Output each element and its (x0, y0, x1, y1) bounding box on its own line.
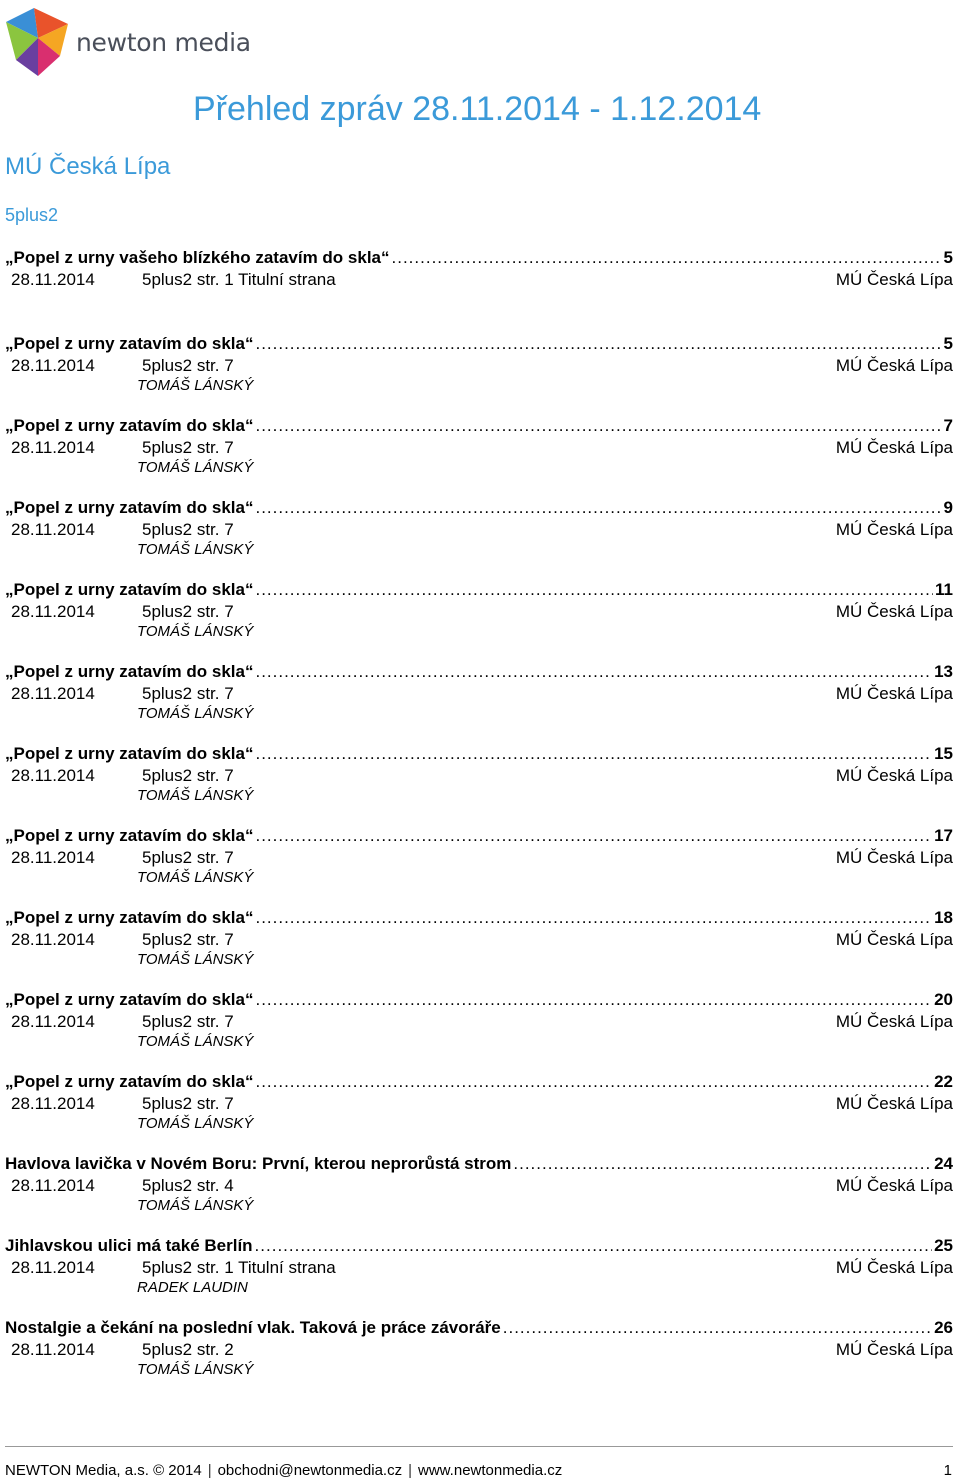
entry-source: 5plus2 str. 7 (142, 520, 234, 539)
leader-dots (392, 247, 942, 269)
toc-entry[interactable] (5, 1071, 953, 1133)
entry-meta-line (5, 683, 953, 705)
leader-dots (255, 825, 932, 847)
footer (5, 1462, 952, 1479)
entry-title[interactable]: „Popel z urny zatavím do skla“ (5, 662, 254, 681)
entry-author: TOMÁŠ LÁNSKÝ (137, 705, 254, 722)
entry-meta-line (5, 269, 953, 291)
entry-title-line (5, 1317, 953, 1339)
entry-date: 28.11.2014 (11, 1012, 95, 1031)
entry-date: 28.11.2014 (11, 1258, 95, 1277)
entry-meta-line (5, 765, 953, 787)
entry-region: MÚ Česká Lípa (835, 520, 953, 539)
leader-dots (255, 1235, 933, 1257)
entry-region: MÚ Česká Lípa (835, 848, 953, 867)
entry-author: RADEK LAUDIN (137, 1279, 248, 1296)
entry-title-line (5, 333, 953, 355)
entry-source: 5plus2 str. 7 (142, 1094, 234, 1113)
entry-meta-line (5, 601, 953, 623)
entry-region: MÚ Česká Lípa (835, 1176, 953, 1195)
source-heading: 5plus2 (5, 205, 59, 225)
entry-source: 5plus2 str. 7 (142, 356, 234, 375)
entry-author: TOMÁŠ LÁNSKÝ (137, 1033, 254, 1050)
entry-author: TOMÁŠ LÁNSKÝ (137, 869, 254, 886)
entry-date: 28.11.2014 (11, 930, 95, 949)
entry-date: 28.11.2014 (11, 848, 95, 867)
leader-dots (513, 1153, 932, 1175)
entry-title[interactable]: „Popel z urny zatavím do skla“ (5, 744, 254, 763)
entry-meta-line (5, 1093, 953, 1115)
entry-page-number: 5 (943, 248, 953, 267)
entry-author: TOMÁŠ LÁNSKÝ (137, 1197, 254, 1214)
entry-meta-line (5, 1011, 953, 1033)
entry-author: TOMÁŠ LÁNSKÝ (137, 623, 254, 640)
entry-page-number: 5 (943, 334, 953, 353)
entry-author: TOMÁŠ LÁNSKÝ (137, 1361, 254, 1378)
entry-source: 5plus2 str. 7 (142, 1012, 234, 1031)
leader-dots (255, 1071, 932, 1093)
entry-page-number: 9 (943, 498, 953, 517)
entry-region: MÚ Česká Lípa (835, 438, 953, 457)
entry-date: 28.11.2014 (11, 438, 95, 457)
entry-page-number: 13 (934, 662, 953, 681)
leader-dots (255, 989, 932, 1011)
entry-page-number: 11 (935, 580, 953, 599)
toc-entry[interactable] (5, 497, 953, 559)
entry-title-line (5, 743, 953, 765)
report-title: Přehled zpráv 28.11.2014 - 1.12.2014 (193, 90, 762, 128)
toc-entry[interactable] (5, 989, 953, 1051)
entry-title-line (5, 661, 953, 683)
footer-info (5, 1462, 562, 1479)
entry-author: TOMÁŠ LÁNSKÝ (137, 377, 254, 394)
entry-source: 5plus2 str. 7 (142, 602, 234, 621)
entry-title-line (5, 1071, 953, 1093)
entry-meta-line (5, 519, 953, 541)
entry-title-line (5, 247, 953, 269)
entry-source: 5plus2 str. 1 Titulní strana (142, 270, 336, 289)
entry-title-line (5, 989, 953, 1011)
footer-separator: | (408, 1462, 413, 1479)
entry-date: 28.11.2014 (11, 766, 95, 785)
entry-title-line (5, 825, 953, 847)
entry-page-number: 22 (934, 1072, 953, 1091)
entry-meta-line (5, 1175, 953, 1197)
entry-title[interactable]: Nostalgie a čekání na poslední vlak. Taková je práce závoráře (5, 1318, 501, 1337)
entry-title[interactable]: Jihlavskou ulici má také Berlín (5, 1236, 253, 1255)
entry-author: TOMÁŠ LÁNSKÝ (137, 459, 254, 476)
entry-source: 5plus2 str. 1 Titulní strana (142, 1258, 336, 1277)
entry-meta-line (5, 929, 953, 951)
entry-title[interactable]: „Popel z urny zatavím do skla“ (5, 826, 254, 845)
entry-date: 28.11.2014 (11, 1176, 95, 1195)
toc-entry[interactable] (5, 579, 953, 641)
entry-meta-line (5, 1339, 953, 1361)
entry-author: TOMÁŠ LÁNSKÝ (137, 1115, 254, 1132)
entry-date: 28.11.2014 (11, 520, 95, 539)
toc-entry[interactable] (5, 247, 953, 291)
entry-region: MÚ Česká Lípa (835, 602, 953, 621)
entry-title[interactable]: „Popel z urny zatavím do skla“ (5, 990, 254, 1009)
entry-title[interactable]: „Popel z urny zatavím do skla“ (5, 498, 254, 517)
toc-entry[interactable] (5, 415, 953, 477)
footer-divider (5, 1446, 953, 1447)
toc-entry[interactable] (5, 1153, 953, 1215)
entry-page-number: 24 (934, 1154, 953, 1173)
newton-media-logo (4, 4, 251, 78)
entry-title-line (5, 497, 953, 519)
entry-date: 28.11.2014 (11, 1340, 95, 1359)
leader-dots (255, 661, 932, 683)
entry-date: 28.11.2014 (11, 356, 95, 375)
entry-source: 5plus2 str. 4 (142, 1176, 234, 1195)
entry-source: 5plus2 str. 7 (142, 684, 234, 703)
footer-company: NEWTON Media, a.s. © 2014 (5, 1462, 202, 1479)
leader-dots (255, 415, 941, 437)
entry-page-number: 20 (934, 990, 953, 1009)
entry-source: 5plus2 str. 7 (142, 438, 234, 457)
entry-date: 28.11.2014 (11, 602, 95, 621)
toc-entry[interactable] (5, 743, 953, 805)
toc-entry[interactable] (5, 907, 953, 969)
entry-page-number: 7 (943, 416, 953, 435)
entry-title-line (5, 1235, 953, 1257)
entry-author: TOMÁŠ LÁNSKÝ (137, 787, 254, 804)
entry-region: MÚ Česká Lípa (835, 1258, 953, 1277)
entry-page-number: 25 (934, 1236, 953, 1255)
entry-meta-line (5, 355, 953, 377)
footer-separator: | (207, 1462, 212, 1479)
footer-page-number: 1 (943, 1462, 952, 1479)
entry-meta-line (5, 437, 953, 459)
entry-date: 28.11.2014 (11, 1094, 95, 1113)
client-name: MÚ Česká Lípa (5, 153, 171, 180)
entry-source: 5plus2 str. 7 (142, 930, 234, 949)
entry-title[interactable]: „Popel z urny zatavím do skla“ (5, 334, 254, 353)
entry-title-line (5, 579, 953, 601)
entry-title-line (5, 415, 953, 437)
logo-wordmark: newton media (76, 27, 251, 57)
entry-title[interactable]: Havlova lavička v Novém Boru: První, kterou neprorůstá strom (5, 1154, 512, 1173)
entry-title[interactable]: „Popel z urny zatavím do skla“ (5, 580, 254, 599)
entry-page-number: 18 (934, 908, 953, 927)
leader-dots (255, 579, 933, 601)
entry-page-number: 26 (934, 1318, 953, 1337)
entry-author: TOMÁŠ LÁNSKÝ (137, 541, 254, 558)
footer-email[interactable]: obchodni@newtonmedia.cz (217, 1462, 403, 1479)
newton-media-logo-icon (4, 4, 70, 78)
entry-region: MÚ Česká Lípa (835, 930, 953, 949)
entry-region: MÚ Česká Lípa (835, 356, 953, 375)
entry-title[interactable]: „Popel z urny zatavím do skla“ (5, 1072, 254, 1091)
entry-page-number: 15 (934, 744, 953, 763)
toc-entry[interactable] (5, 333, 953, 395)
entry-title-line (5, 907, 953, 929)
toc-entry[interactable] (5, 661, 953, 723)
leader-dots (255, 907, 932, 929)
toc-entry[interactable] (5, 825, 953, 887)
entry-meta-line (5, 1257, 953, 1279)
entry-meta-line (5, 847, 953, 869)
entry-title-line (5, 1153, 953, 1175)
entry-region: MÚ Česká Lípa (835, 766, 953, 785)
leader-dots (255, 333, 941, 355)
entry-author: TOMÁŠ LÁNSKÝ (137, 951, 254, 968)
entry-region: MÚ Česká Lípa (835, 684, 953, 703)
entry-list (5, 247, 953, 1379)
entry-title[interactable]: „Popel z urny zatavím do skla“ (5, 416, 254, 435)
leader-dots (255, 743, 932, 765)
entry-source: 5plus2 str. 7 (142, 848, 234, 867)
entry-page-number: 17 (934, 826, 953, 845)
leader-dots (255, 497, 941, 519)
entry-region: MÚ Česká Lípa (835, 1012, 953, 1031)
entry-source: 5plus2 str. 7 (142, 766, 234, 785)
entry-date: 28.11.2014 (11, 684, 95, 703)
entry-source: 5plus2 str. 2 (142, 1340, 234, 1359)
entry-date: 28.11.2014 (11, 270, 95, 289)
entry-title[interactable]: „Popel z urny zatavím do skla“ (5, 908, 254, 927)
leader-dots (503, 1317, 932, 1339)
entry-region: MÚ Česká Lípa (835, 1094, 953, 1113)
entry-region: MÚ Česká Lípa (835, 270, 953, 289)
entry-title[interactable]: „Popel z urny vašeho blízkého zatavím do skla“ (5, 248, 390, 267)
footer-website[interactable]: www.newtonmedia.cz (418, 1462, 563, 1479)
toc-entry[interactable] (5, 1317, 953, 1379)
entry-region: MÚ Česká Lípa (835, 1340, 953, 1359)
toc-entry[interactable] (5, 1235, 953, 1297)
